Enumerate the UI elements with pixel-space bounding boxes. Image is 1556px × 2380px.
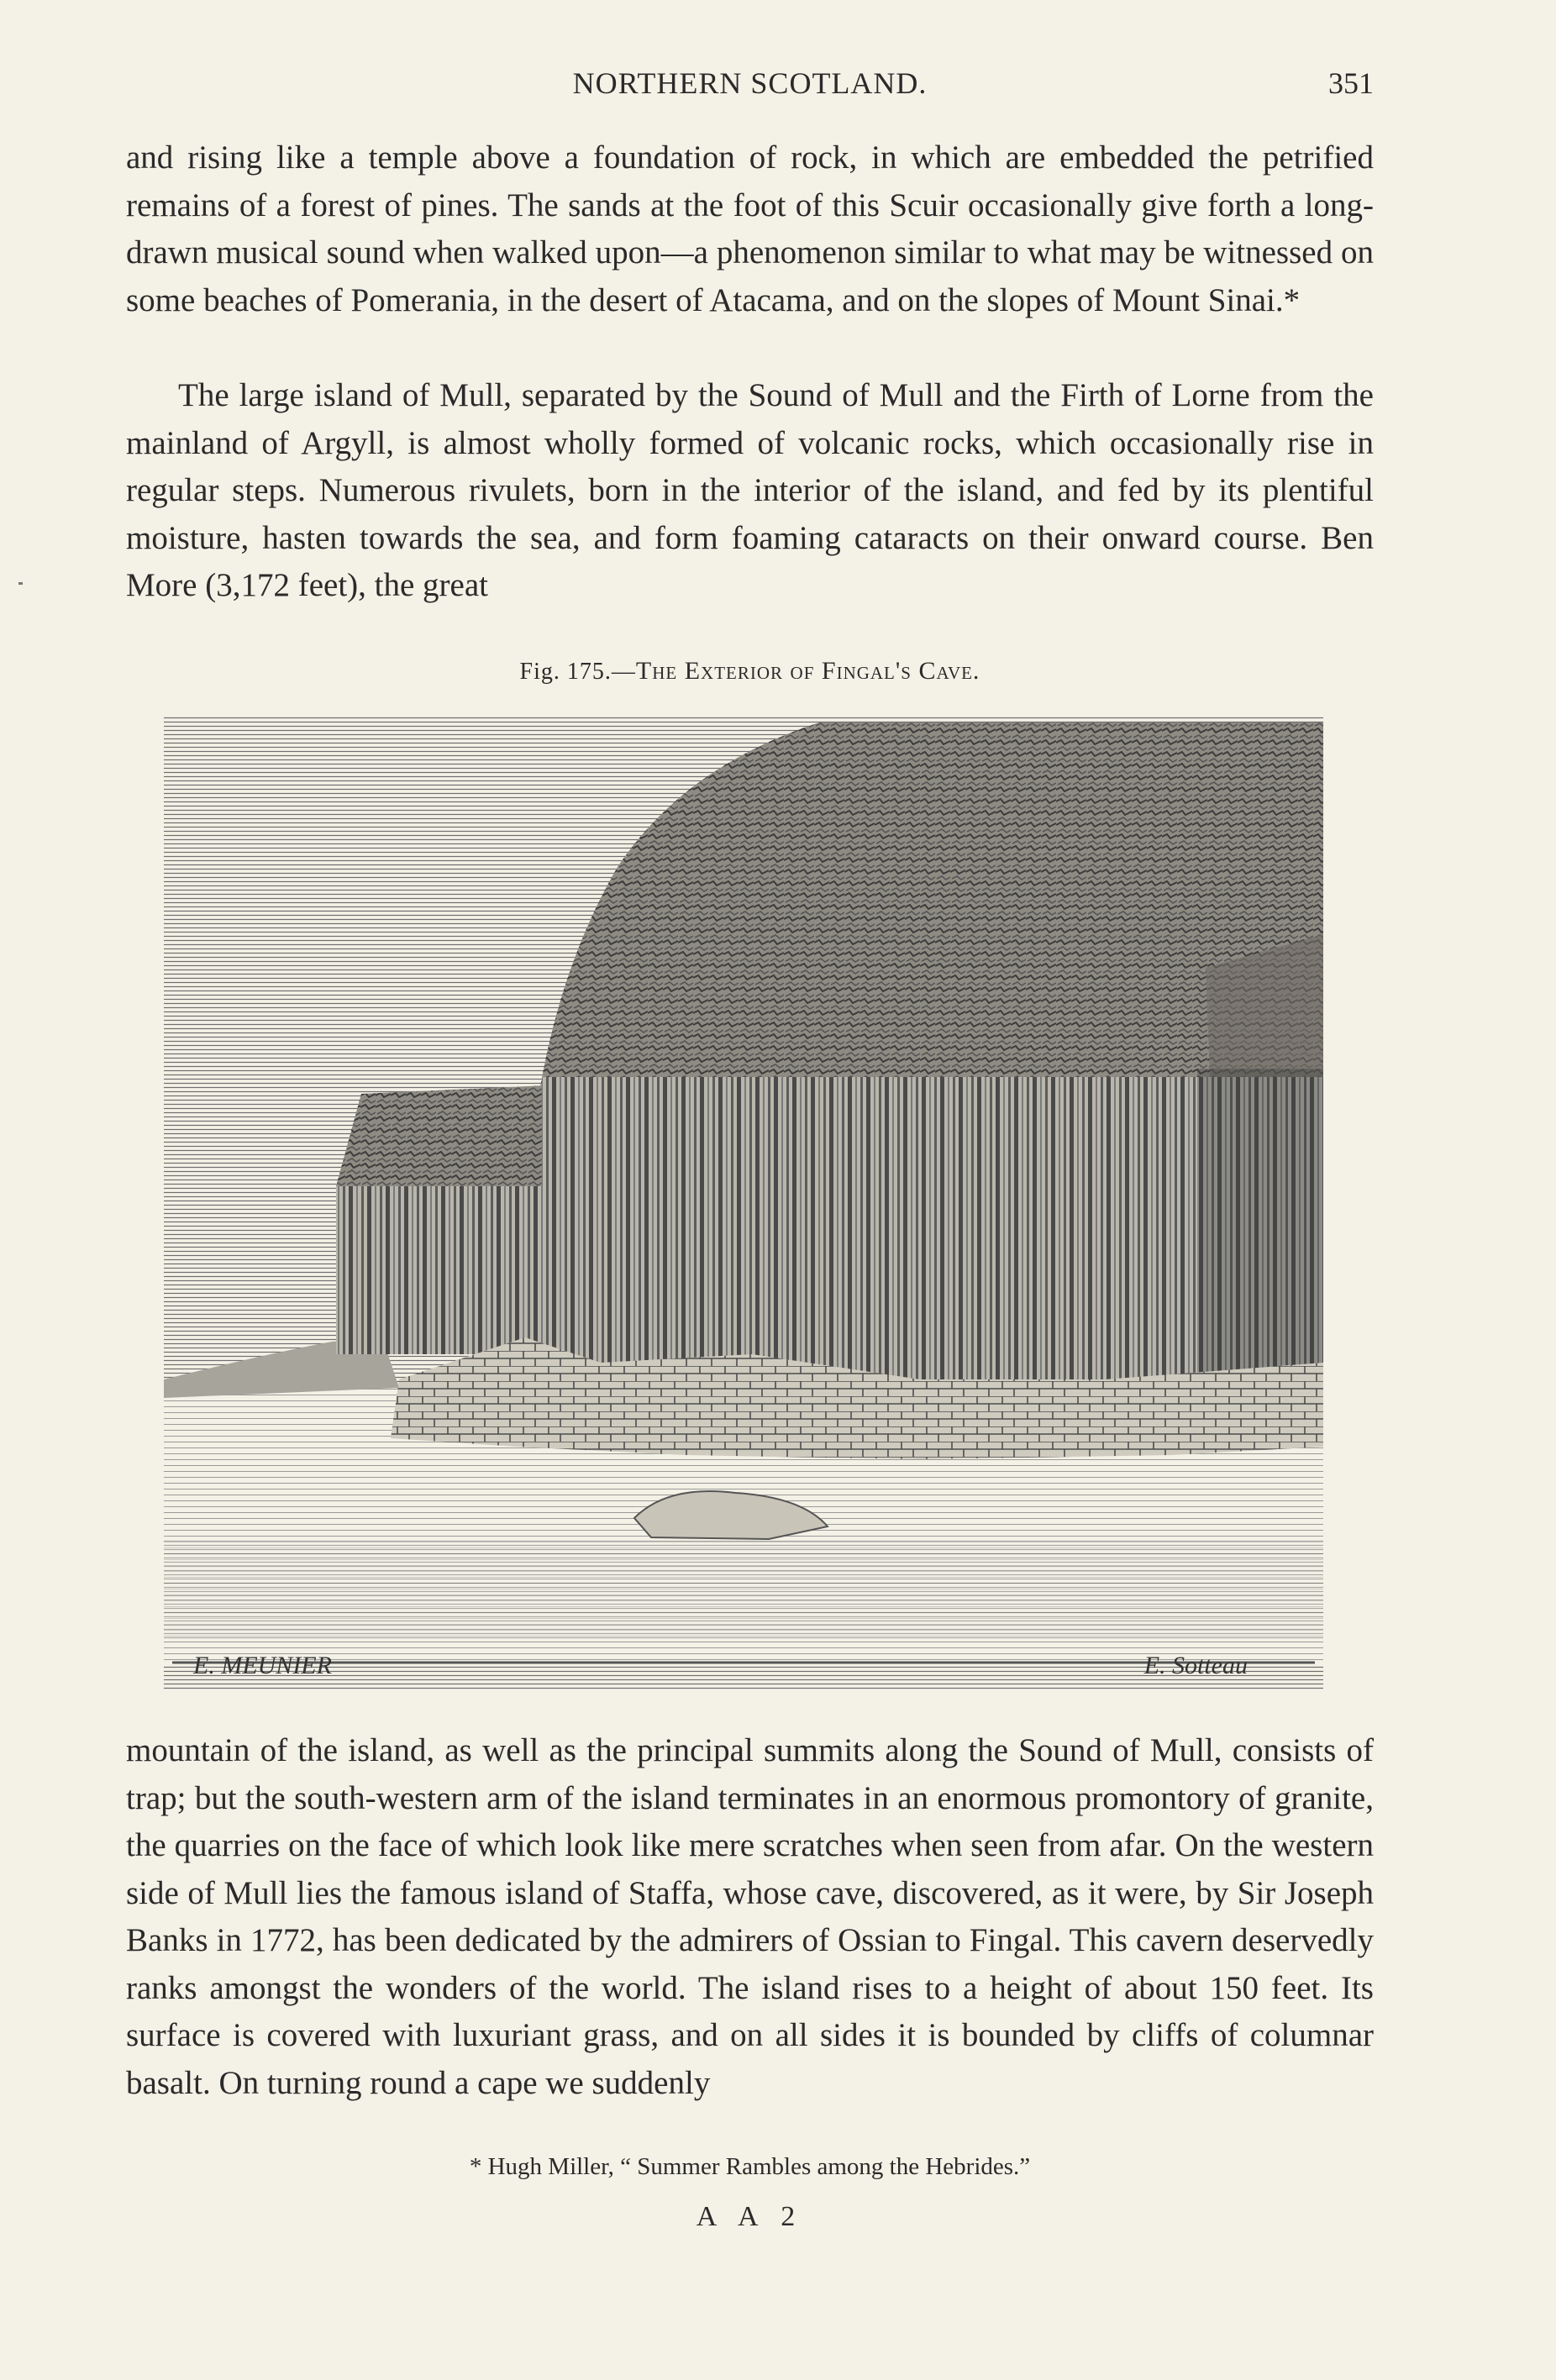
paragraph-3: mountain of the island, as well as the principal summits along the Sound of Mull, consists of trap; but the south-western arm of the island terminates in an enormous promontory of granite, the quarries on the face of which look like mere scratches when seen from afar. On the western side of Mull lies the famous island of Staffa, whose cave, discovered, as it were, by Sir Joseph Banks in 1772, has been dedicated by the admirers of Ossian to Fingal. This cavern deservedly ranks amongst the wonders of the world. The island rises to a height of about 150 feet. Its surface is covered with luxuriant grass, and on all sides it is bounded by cliffs of columnar basalt. On turning round a cape we suddenly xyxy=(126,1732,1374,2101)
margin-mark xyxy=(18,582,23,585)
engraver-signature-left: E. MEUNIER xyxy=(193,1652,332,1679)
figure-caption-prefix: Fig. 175.— xyxy=(519,659,636,685)
running-head xyxy=(126,60,1374,111)
page-number: 351 xyxy=(1328,66,1374,100)
signature-mark: A A 2 xyxy=(696,2201,804,2232)
engraving-fingals-cave xyxy=(164,716,1323,1690)
footnote: * Hugh Miller, “ Summer Rambles among the Hebrides.” xyxy=(469,2153,1031,2180)
figure-caption-title: The Exterior of Fingal's Cave. xyxy=(635,657,980,685)
paragraph-2: The large island of Mull, separated by the Sound of Mull and the Firth of Lorne from the mainland of Argyll, is almost wholly formed of volcanic rocks, which occasionally rise in regular steps. Numerous rivulets, born in the interior of the island, and fed by its plentiful moisture, hasten towards the sea, and form foaming cataracts on their onward course. Ben More (3,172 feet), the great xyxy=(126,377,1374,603)
running-head-title: NORTHERN SCOTLAND. xyxy=(572,66,928,100)
figure-caption xyxy=(126,657,1374,686)
engraver-signature-right: E. Sotteau xyxy=(1143,1652,1248,1679)
paragraph-1: and rising like a temple above a foundation of rock, in which are embedded the petrified remains of a forest of pines. The sands at the foot of this Scuir occasionally give forth a long-drawn musical sound when walked upon—a phenomenon similar to what may be witnessed on some beaches of Pomerania, in the desert of Atacama, and on the slopes of Mount Sinai.* xyxy=(126,139,1374,318)
